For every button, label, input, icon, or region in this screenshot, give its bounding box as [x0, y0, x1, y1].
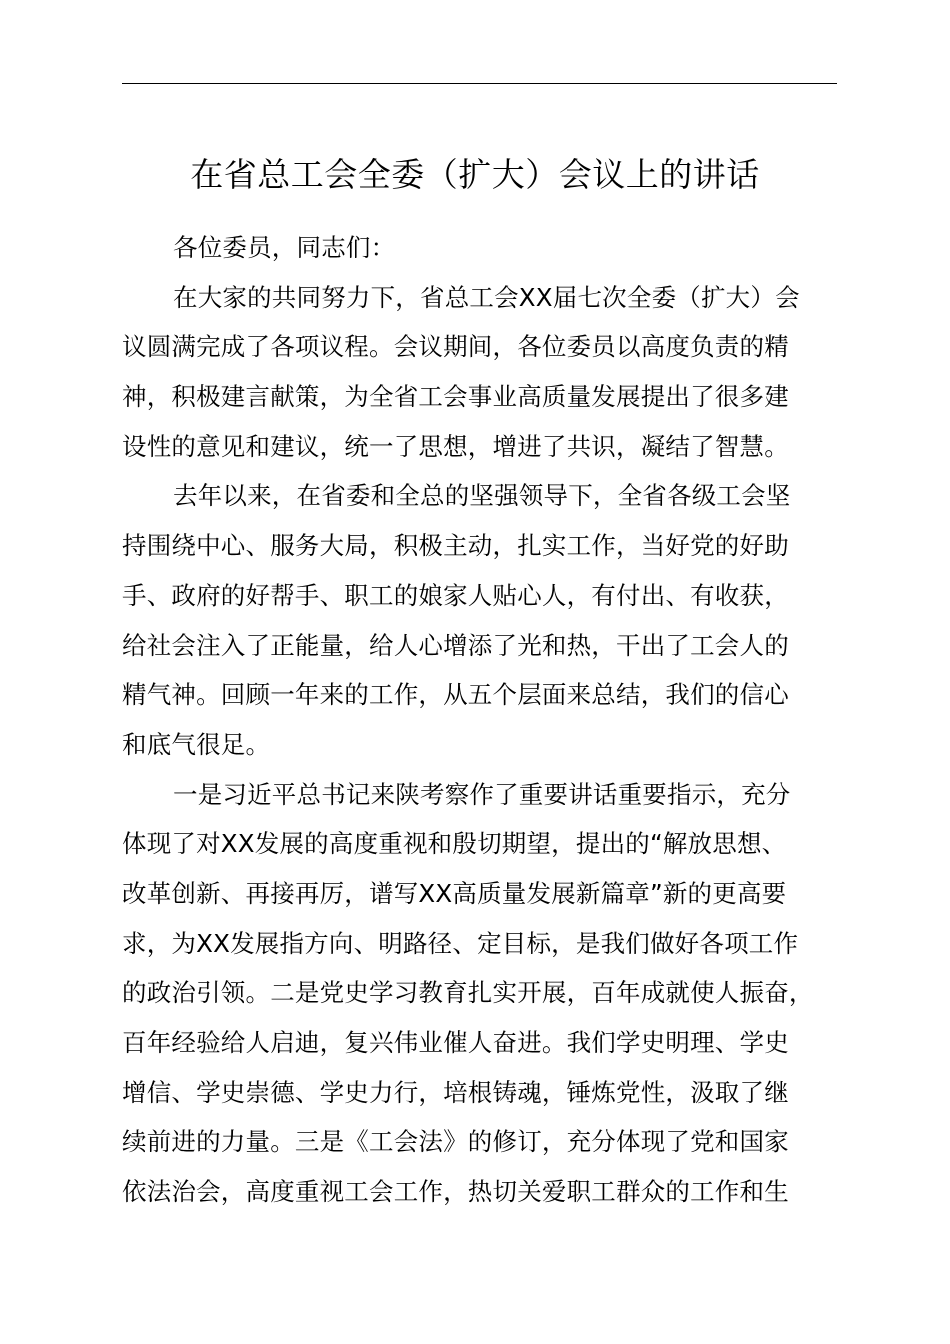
- paragraph-line: 依法治会，高度重视工会工作，热切关爱职工群众的工作和生: [122, 1177, 789, 1207]
- paragraph-line: 给社会注入了正能量，给人心增添了光和热，干出了工会人的: [122, 630, 789, 660]
- document-title: 在省总工会全委（扩大）会议上的讲话: [190, 155, 760, 194]
- paragraph-line: 求，为XX发展指方向、明路径、定目标，是我们做好各项工作: [122, 928, 799, 958]
- paragraph-line: 续前进的力量。三是《工会法》的修订，充分体现了党和国家: [122, 1127, 789, 1157]
- document-body: [122, 223, 838, 1217]
- paragraph-line: 设性的意见和建议，统一了思想，增进了共识，凝结了智慧。: [122, 431, 789, 461]
- paragraph-line: 百年经验给人启迪，复兴伟业催人奋进。我们学史明理、学史: [122, 1028, 789, 1057]
- paragraph-line: 一是习近平总书记来陕考察作了重要讲话重要指示，充分: [173, 779, 791, 809]
- salutation: 各位委员，同志们：: [173, 233, 396, 262]
- header-rule: [122, 83, 837, 84]
- paragraph-line: 在大家的共同努力下，省总工会XX届七次全委（扩大）会: [173, 282, 800, 312]
- paragraph-line: 手、政府的好帮手、职工的娘家人贴心人，有付出、有收获，: [122, 580, 789, 610]
- paragraph-line: 去年以来，在省委和全总的坚强领导下，全省各级工会坚: [173, 481, 791, 511]
- paragraph-line: 神，积极建言献策，为全省工会事业高质量发展提出了很多建: [122, 382, 789, 412]
- paragraph-line: 改革创新、再接再厉，谱写XX高质量发展新篇章”新的更高要: [122, 878, 787, 908]
- paragraph-line: 的政治引领。二是党史学习教育扎实开展，百年成就使人振奋，: [122, 978, 814, 1008]
- paragraph-line: 和底气很足。: [122, 729, 271, 759]
- paragraph-line: 精气神。回顾一年来的工作，从五个层面来总结，我们的信心: [122, 680, 789, 710]
- paragraph-line: 持围绕中心、服务大局，积极主动，扎实工作，当好党的好助: [122, 531, 789, 561]
- paragraph-line: 增信、学史崇德、学史力行，培根铸魂，锤炼党性，汲取了继: [122, 1077, 789, 1107]
- paragraph-line: 体现了对XX发展的高度重视和殷切期望，提出的“解放思想、: [122, 829, 787, 859]
- paragraph-line: 议圆满完成了各项议程。会议期间，各位委员以高度负责的精: [122, 332, 789, 362]
